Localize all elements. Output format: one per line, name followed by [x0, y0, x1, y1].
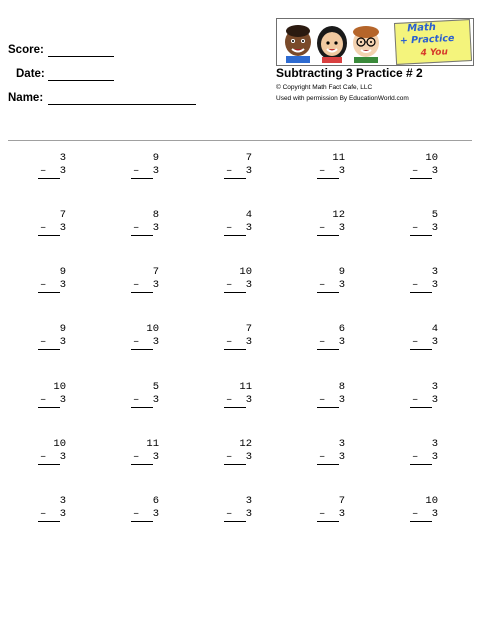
minuend: 3 [59, 152, 66, 164]
permission-notice: Used with permission By EducationWorld.com [276, 95, 409, 102]
subtrahend: 3 [431, 165, 438, 177]
subtraction-problem [38, 266, 72, 296]
subtrahend: 3 [245, 508, 252, 520]
subtraction-problem [224, 438, 258, 468]
subtrahend: 3 [59, 336, 66, 348]
answer-line[interactable] [317, 292, 339, 293]
minus-sign: – [40, 165, 47, 177]
minuend: 7 [338, 495, 345, 507]
answer-line[interactable] [317, 407, 339, 408]
minuend: 10 [53, 381, 66, 393]
subtraction-problem [224, 152, 258, 182]
minus-sign: – [226, 222, 233, 234]
minuend: 8 [152, 209, 159, 221]
minus-sign: – [133, 222, 140, 234]
subtraction-problem [410, 209, 444, 239]
minuend: 8 [338, 381, 345, 393]
answer-line[interactable] [38, 235, 60, 236]
subtraction-problem [410, 495, 444, 525]
minuend: 11 [146, 438, 159, 450]
minus-sign: – [319, 394, 326, 406]
answer-line[interactable] [38, 178, 60, 179]
subtraction-problem [410, 438, 444, 468]
answer-line[interactable] [131, 178, 153, 179]
subtraction-problem [131, 323, 165, 353]
subtrahend: 3 [431, 451, 438, 463]
answer-line[interactable] [131, 349, 153, 350]
minus-sign: – [40, 394, 47, 406]
answer-line[interactable] [410, 292, 432, 293]
subtrahend: 3 [431, 394, 438, 406]
subtraction-problem [317, 438, 351, 468]
subtraction-problem [38, 495, 72, 525]
minus-sign: – [412, 165, 419, 177]
minuend: 4 [245, 209, 252, 221]
subtraction-problem [317, 495, 351, 525]
copyright-notice: © Copyright Math Fact Cafe, LLC [276, 84, 373, 91]
subtraction-problem [131, 209, 165, 239]
logo-practice-text: + Practice [399, 32, 455, 47]
subtrahend: 3 [245, 222, 252, 234]
minuend: 4 [431, 323, 438, 335]
subtraction-problem [410, 266, 444, 296]
answer-line[interactable] [317, 235, 339, 236]
minus-sign: – [226, 336, 233, 348]
minuend: 6 [338, 323, 345, 335]
minuend: 5 [431, 209, 438, 221]
subtraction-problem [224, 266, 258, 296]
minus-sign: – [133, 165, 140, 177]
minus-sign: – [412, 394, 419, 406]
minus-sign: – [412, 336, 419, 348]
subtrahend: 3 [431, 336, 438, 348]
answer-line[interactable] [38, 521, 60, 522]
minus-sign: – [412, 222, 419, 234]
minuend: 11 [332, 152, 345, 164]
minus-sign: – [226, 279, 233, 291]
name-label: Name: [8, 92, 44, 104]
answer-line[interactable] [317, 349, 339, 350]
answer-line[interactable] [410, 407, 432, 408]
minus-sign: – [133, 394, 140, 406]
subtrahend: 3 [152, 508, 159, 520]
minus-sign: – [133, 279, 140, 291]
subtrahend: 3 [59, 394, 66, 406]
subtrahend: 3 [245, 336, 252, 348]
subtrahend: 3 [338, 451, 345, 463]
minus-sign: – [319, 279, 326, 291]
subtrahend: 3 [245, 451, 252, 463]
logo-math-text: Math [406, 21, 437, 35]
subtrahend: 3 [338, 508, 345, 520]
answer-line[interactable] [410, 521, 432, 522]
subtrahend: 3 [152, 451, 159, 463]
minuend: 12 [332, 209, 345, 221]
minus-sign: – [319, 222, 326, 234]
logo-4-you-text: 4 You [420, 47, 449, 59]
minuend: 3 [431, 381, 438, 393]
minuend: 9 [338, 266, 345, 278]
answer-line[interactable] [224, 464, 246, 465]
minus-sign: – [319, 451, 326, 463]
subtrahend: 3 [338, 222, 345, 234]
answer-line[interactable] [38, 407, 60, 408]
subtrahend: 3 [245, 279, 252, 291]
answer-line[interactable] [317, 464, 339, 465]
subtrahend: 3 [152, 222, 159, 234]
answer-line[interactable] [224, 235, 246, 236]
minus-sign: – [40, 336, 47, 348]
subtraction-problem [38, 209, 72, 239]
answer-line[interactable] [224, 407, 246, 408]
answer-line[interactable] [131, 521, 153, 522]
answer-line[interactable] [131, 407, 153, 408]
subtraction-problem [131, 152, 165, 182]
minuend: 7 [152, 266, 159, 278]
minuend: 10 [146, 323, 159, 335]
subtraction-problem [410, 381, 444, 411]
answer-line[interactable] [38, 349, 60, 350]
minuend: 10 [239, 266, 252, 278]
subtrahend: 3 [59, 165, 66, 177]
minuend: 12 [239, 438, 252, 450]
answer-line[interactable] [317, 178, 339, 179]
answer-line[interactable] [410, 235, 432, 236]
subtraction-problem [38, 438, 72, 468]
minus-sign: – [226, 394, 233, 406]
minuend: 3 [431, 266, 438, 278]
minuend: 7 [59, 209, 66, 221]
minuend: 3 [338, 438, 345, 450]
minuend: 3 [245, 495, 252, 507]
subtraction-problem [317, 323, 351, 353]
minuend: 3 [431, 438, 438, 450]
minuend: 10 [425, 152, 438, 164]
subtrahend: 3 [338, 279, 345, 291]
answer-line[interactable] [410, 349, 432, 350]
answer-line[interactable] [131, 292, 153, 293]
subtrahend: 3 [152, 279, 159, 291]
score-label: Score: [8, 44, 44, 56]
minus-sign: – [40, 451, 47, 463]
minuend: 11 [239, 381, 252, 393]
subtraction-problem [224, 209, 258, 239]
subtrahend: 3 [59, 508, 66, 520]
date-label: Date: [16, 68, 45, 80]
answer-line[interactable] [224, 349, 246, 350]
subtraction-problem [317, 152, 351, 182]
minus-sign: – [133, 508, 140, 520]
minus-sign: – [133, 451, 140, 463]
subtraction-problem [131, 381, 165, 411]
minus-sign: – [226, 165, 233, 177]
subtrahend: 3 [338, 394, 345, 406]
subtrahend: 3 [338, 336, 345, 348]
minuend: 9 [59, 266, 66, 278]
subtraction-problem [131, 495, 165, 525]
subtraction-problem [38, 323, 72, 353]
minuend: 5 [152, 381, 159, 393]
minus-sign: – [319, 165, 326, 177]
subtrahend: 3 [152, 336, 159, 348]
minuend: 7 [245, 152, 252, 164]
minus-sign: – [40, 508, 47, 520]
minuend: 3 [59, 495, 66, 507]
answer-line[interactable] [410, 464, 432, 465]
minuend: 10 [425, 495, 438, 507]
answer-line[interactable] [38, 292, 60, 293]
subtraction-problem [131, 266, 165, 296]
subtraction-problem [410, 323, 444, 353]
minus-sign: – [133, 336, 140, 348]
minuend: 9 [59, 323, 66, 335]
subtraction-problem [131, 438, 165, 468]
subtrahend: 3 [59, 222, 66, 234]
minus-sign: – [40, 222, 47, 234]
answer-line[interactable] [131, 464, 153, 465]
subtrahend: 3 [431, 508, 438, 520]
answer-line[interactable] [317, 521, 339, 522]
minus-sign: – [40, 279, 47, 291]
subtrahend: 3 [338, 165, 345, 177]
minuend: 7 [245, 323, 252, 335]
minus-sign: – [319, 508, 326, 520]
subtraction-problem [317, 381, 351, 411]
subtrahend: 3 [152, 394, 159, 406]
subtrahend: 3 [245, 394, 252, 406]
subtraction-problem [38, 381, 72, 411]
minuend: 9 [152, 152, 159, 164]
answer-line[interactable] [224, 521, 246, 522]
minus-sign: – [226, 451, 233, 463]
minus-sign: – [319, 336, 326, 348]
subtrahend: 3 [59, 279, 66, 291]
minus-sign: – [412, 451, 419, 463]
subtrahend: 3 [59, 451, 66, 463]
subtraction-problem [317, 209, 351, 239]
answer-line[interactable] [410, 178, 432, 179]
subtraction-problem [38, 152, 72, 182]
subtraction-problem [224, 495, 258, 525]
subtraction-problem [224, 323, 258, 353]
minus-sign: – [226, 508, 233, 520]
answer-line[interactable] [131, 235, 153, 236]
worksheet-title: Subtracting 3 Practice # 2 [276, 66, 423, 80]
minuend: 6 [152, 495, 159, 507]
answer-line[interactable] [38, 464, 60, 465]
subtrahend: 3 [431, 222, 438, 234]
answer-line[interactable] [224, 292, 246, 293]
subtraction-problem [317, 266, 351, 296]
subtraction-problem [410, 152, 444, 182]
answer-line[interactable] [224, 178, 246, 179]
subtrahend: 3 [245, 165, 252, 177]
minuend: 10 [53, 438, 66, 450]
subtraction-problem [224, 381, 258, 411]
minus-sign: – [412, 508, 419, 520]
subtrahend: 3 [152, 165, 159, 177]
minus-sign: – [412, 279, 419, 291]
subtrahend: 3 [431, 279, 438, 291]
